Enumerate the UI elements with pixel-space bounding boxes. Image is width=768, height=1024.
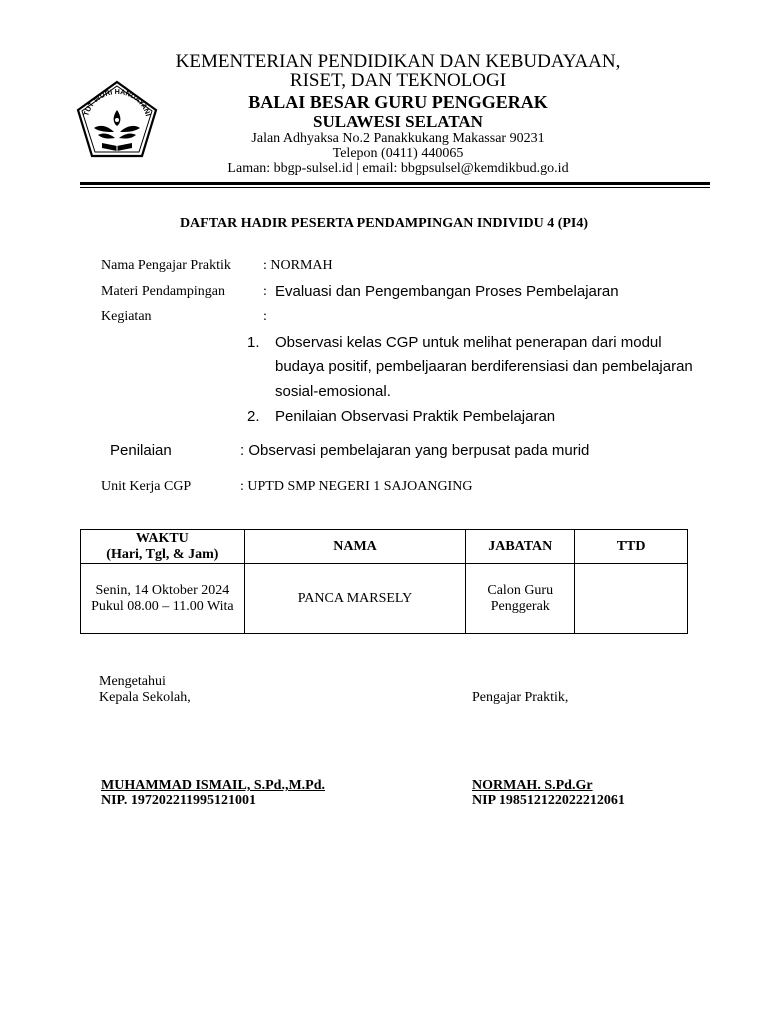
logo-motto-text: TUT WURI HANDAYANI: [81, 86, 153, 118]
materi-value: Evaluasi dan Pengembangan Proses Pembelajaran: [275, 283, 619, 300]
signature-right-name: NORMAH. S.Pd.Gr: [472, 778, 593, 793]
signature-left-mengetahui: Mengetahui: [99, 674, 166, 689]
cell-waktu-time: Pukul 08.00 – 11.00 Wita: [91, 598, 234, 614]
cell-ttd-signature: [575, 564, 688, 634]
header-waktu-line2: (Hari, Tgl, & Jam): [106, 546, 219, 562]
kegiatan-item-1-line1: Observasi kelas CGP untuk melihat penerapan dari modul: [275, 334, 662, 351]
header-ministry-line2: RISET, DAN TEKNOLOGI: [289, 70, 507, 91]
header-phone: Telepon (0411) 440065: [332, 146, 464, 161]
header-ttd: TTD: [575, 530, 688, 564]
header-nama: NAMA: [244, 530, 466, 564]
materi-colon: :: [263, 284, 267, 299]
penilaian-label: Penilaian: [110, 442, 172, 459]
unit-kerja-label: Unit Kerja CGP: [101, 479, 192, 494]
cell-nama: PANCA MARSELY: [244, 564, 466, 634]
tut-wuri-handayani-emblem-icon: [74, 80, 160, 160]
cell-jabatan: [466, 564, 575, 634]
signature-left-nip: NIP. 197202211995121001: [101, 793, 257, 808]
header-divider-thick: [80, 182, 710, 185]
cell-waktu-date: Senin, 14 Oktober 2024: [95, 582, 230, 598]
header-jabatan: JABATAN: [466, 530, 575, 564]
pengajar-value: : NORMAH: [263, 258, 333, 273]
tut-wuri-handayani-logo: [74, 80, 160, 160]
header-web-email: Laman: bbgp-sulsel.id | email: bbgpsulsel@kemdikbud.go.id: [227, 161, 569, 176]
signature-left-name: MUHAMMAD ISMAIL, S.Pd.,M.Pd.: [101, 778, 325, 793]
header-institution-name: BALAI BESAR GURU PENGGERAK: [248, 92, 548, 112]
kegiatan-item-2-line1: Penilaian Observasi Praktik Pembelajaran: [275, 408, 556, 425]
table-row: [81, 564, 688, 634]
cell-jabatan-line2: Penggerak: [490, 598, 550, 614]
unit-kerja-value: : UPTD SMP NEGERI 1 SAJOANGING: [240, 479, 473, 494]
header-divider-thin: [80, 187, 710, 188]
header-ministry-line1: KEMENTERIAN PENDIDIKAN DAN KEBUDAYAAN,: [175, 51, 621, 72]
header-waktu: [81, 530, 245, 564]
kegiatan-item-1-line3: sosial-emosional.: [275, 383, 391, 400]
cell-jabatan-line1: Calon Guru: [487, 582, 554, 598]
kegiatan-item-1-number: 1.: [247, 334, 260, 351]
table-header-row: [81, 530, 688, 564]
header-institution-region: SULAWESI SELATAN: [313, 112, 483, 131]
signature-left-role: Kepala Sekolah,: [99, 690, 191, 705]
cell-waktu: [81, 564, 245, 634]
materi-label: Materi Pendampingan: [101, 284, 226, 299]
penilaian-value: : Observasi pembelajaran yang berpusat pada murid: [240, 442, 590, 459]
document-title: DAFTAR HADIR PESERTA PENDAMPINGAN INDIVIDU 4 (PI4): [179, 216, 589, 231]
signature-right-role: Pengajar Praktik,: [472, 690, 569, 705]
kegiatan-item-2-number: 2.: [247, 408, 260, 425]
header-address: Jalan Adhyaksa No.2 Panakkukang Makassar 90231: [251, 131, 545, 146]
kegiatan-colon: :: [263, 309, 267, 324]
pengajar-label: Nama Pengajar Praktik: [101, 258, 231, 273]
header-waktu-line1: WAKTU: [135, 530, 189, 546]
attendance-table: [80, 529, 688, 634]
signature-right-nip: NIP 198512122022212061: [472, 793, 625, 808]
kegiatan-label: Kegiatan: [101, 309, 152, 324]
kegiatan-item-1-line2: budaya positif, pembeljaaran berdiferensiasi dan pembelajaran: [275, 358, 693, 375]
